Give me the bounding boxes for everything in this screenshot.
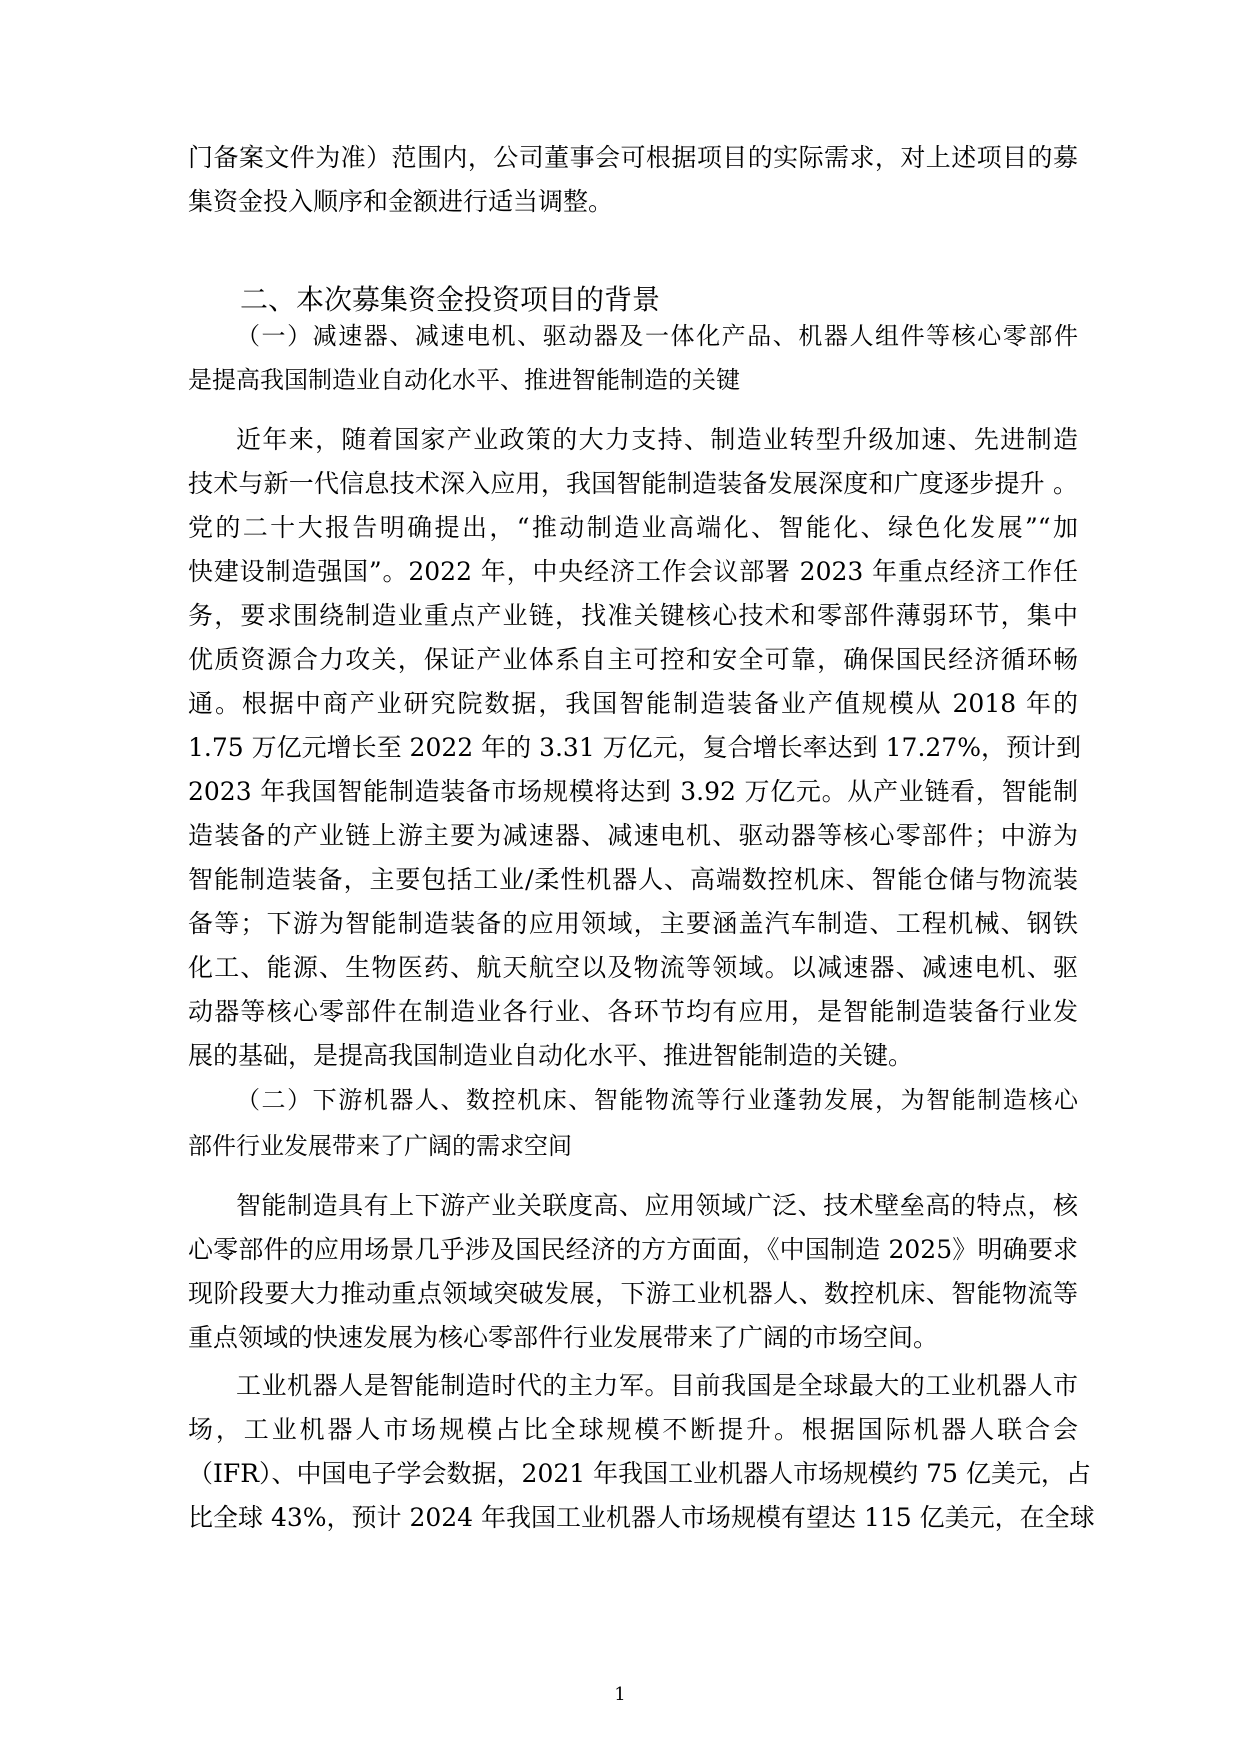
paragraph-line: 通。根据中商产业研究院数据，我国智能制造装备业产值规模从 2018 年的 [188,689,1078,718]
paragraph-line: 近年来，随着国家产业政策的大力支持、制造业转型升级加速、先进制造 [236,425,1078,454]
intro-line: 门备案文件为准）范围内，公司董事会可根据项目的实际需求，对上述项目的募 [188,143,1078,172]
paragraph-line: 现阶段要大力推动重点领域突破发展，下游工业机器人、数控机床、智能物流等 [188,1279,1078,1308]
paragraph-line: 工业机器人是智能制造时代的主力军。目前我国是全球最大的工业机器人市 [236,1371,1078,1400]
paragraph-line: 备等；下游为智能制造装备的应用领域，主要涵盖汽车制造、工程机械、钢铁 [188,909,1078,938]
paragraph-line: 动器等核心零部件在制造业各行业、各环节均有应用，是智能制造装备行业发 [188,997,1078,1026]
subsection-heading: 部件行业发展带来了广阔的需求空间 [188,1132,572,1160]
paragraph-line: 快建设制造强国”。2022 年，中央经济工作会议部署 2023 年重点经济工作任 [188,557,1078,586]
paragraph-line: 造装备的产业链上游主要为减速器、减速电机、驱动器等核心零部件；中游为 [188,821,1078,850]
paragraph-line: 2023 年我国智能制造装备市场规模将达到 3.92 万亿元。从产业链看，智能制 [188,777,1078,806]
paragraph-line: 化工、能源、生物医药、航天航空以及物流等领域。以减速器、减速电机、驱 [188,953,1078,982]
page-number: 1 [614,1684,626,1705]
paragraph-line: 重点领域的快速发展为核心零部件行业发展带来了广阔的市场空间。 [188,1323,939,1352]
paragraph-line: 智能制造装备，主要包括工业/柔性机器人、高端数控机床、智能仓储与物流装 [188,865,1078,894]
paragraph-line: 比全球 43%，预计 2024 年我国工业机器人市场规模有望达 115 亿美元，在全球 [188,1503,1095,1532]
intro-line: 集资金投入顺序和金额进行适当调整。 [188,187,614,216]
subsection-heading: （一）减速器、减速电机、驱动器及一体化产品、机器人组件等核心零部件 [236,322,1078,350]
paragraph-line: 心零部件的应用场景几乎涉及国民经济的方方面面，《中国制造 2025》明确要求 [188,1235,1078,1264]
paragraph-line: 1.75 万亿元增长至 2022 年的 3.31 万亿元，复合增长率达到 17.27%，预计到 [188,733,1081,762]
paragraph-line: 场，工业机器人市场规模占比全球规模不断提升。根据国际机器人联合会 [188,1415,1078,1444]
section-heading: 二、本次募集资金投资项目的背景 [240,283,661,316]
subsection-heading: （二）下游机器人、数控机床、智能物流等行业蓬勃发展，为智能制造核心 [236,1086,1078,1114]
subsection-heading: 是提高我国制造业自动化水平、推进智能制造的关键 [188,366,740,394]
paragraph-line: 智能制造具有上下游产业关联度高、应用领域广泛、技术壁垒高的特点，核 [236,1191,1078,1220]
paragraph-line: 党的二十大报告明确提出，“推动制造业高端化、智能化、绿色化发展”“加 [188,513,1078,542]
paragraph-line: 展的基础，是提高我国制造业自动化水平、推进智能制造的关键。 [188,1041,914,1070]
paragraph-line: 务，要求围绕制造业重点产业链，找准关键核心技术和零部件薄弱环节，集中 [188,601,1078,630]
paragraph-line: 优质资源合力攻关，保证产业体系自主可控和安全可靠，确保国民经济循环畅 [188,645,1078,674]
paragraph-line: 技术与新一代信息技术深入应用，我国智能制造装备发展深度和广度逐步提升 。 [188,469,1078,498]
paragraph-line: （IFR）、中国电子学会数据，2021 年我国工业机器人市场规模约 75 亿美元，占 [188,1459,1091,1488]
